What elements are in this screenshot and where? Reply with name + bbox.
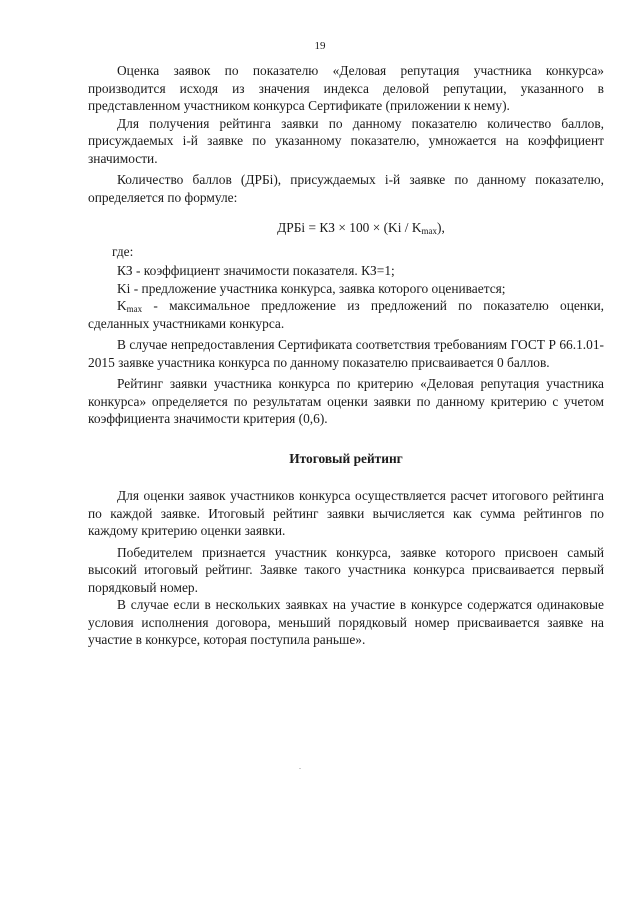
- paragraph-final-rating: Для оценки заявок участников конкурса осуществляется расчет итогового рейтинга по каждой заявке. Итоговый рейтинг заявки вычисляется как сумма рейтингов по каждому критерию оценки заявки.: [88, 488, 604, 538]
- paragraph-equal-conditions: В случае если в нескольких заявках на участие в конкурсе содержатся одинаковые условия исполнения договора, меньший порядковый номер присваивается заявке на участие в конкурсе, которая поступила раньше».: [88, 597, 604, 647]
- section-heading: Итоговый рейтинг: [289, 450, 403, 466]
- scan-dot: [299, 768, 301, 769]
- formula-subscript: max: [421, 226, 438, 236]
- kmax-subscript: max: [126, 304, 143, 314]
- formula: [118, 219, 604, 237]
- formula-tail: ),: [437, 220, 445, 235]
- paragraph-rating-calc: Для получения рейтинга заявки по данному показателю количество баллов, присуждаемых i-й заявке по указанному показателю, умножается на коэффициент значимости.: [88, 115, 604, 166]
- kmax-text: - максимальное предложение из предложений по показателю оценки, сделанных участниками конкурса.: [88, 298, 604, 331]
- formula-main: ДРБi = КЗ × 100 × (Ki / K: [277, 220, 422, 235]
- paragraph-points: Количество баллов (ДРБi), присуждаемых i-й заявке по данному показателю, определяется по формуле:: [88, 172, 604, 205]
- paragraph-evaluation: Оценка заявок по показателю «Деловая репутация участника конкурса» производится исходя из значения индекса деловой репутации, указанного в представленном участником конкурса Сертификате (приложении к нему).: [88, 63, 604, 113]
- definition-kz: КЗ - коэффициент значимости показателя. КЗ=1;: [117, 263, 395, 278]
- paragraph-no-certificate: В случае непредоставления Сертификата соответствия требованиям ГОСТ Р 66.1.01-2015 заявке участника конкурса по данному показателю присваивается 0 баллов.: [88, 337, 604, 370]
- paragraph-winner: Победителем признается участник конкурса, заявке которого присвоен самый высокий итоговый рейтинг. Заявке такого участника конкурса присваивается первый порядковый номер.: [88, 544, 604, 595]
- where-label: где:: [112, 243, 134, 259]
- paragraph-criterion-rating: Рейтинг заявки участника конкурса по критерию «Деловая репутация участника конкурса» определяется по результатам оценки заявки по данному критерию с учетом коэффициента значимости критерия (0,6).: [88, 376, 604, 426]
- definition-ki: Ki - предложение участника конкурса, заявка которого оценивается;: [117, 280, 506, 296]
- document-body: [88, 62, 604, 649]
- kmax-symbol: K: [117, 298, 127, 313]
- definition-kmax: [88, 297, 604, 332]
- page-number: 19: [314, 40, 326, 52]
